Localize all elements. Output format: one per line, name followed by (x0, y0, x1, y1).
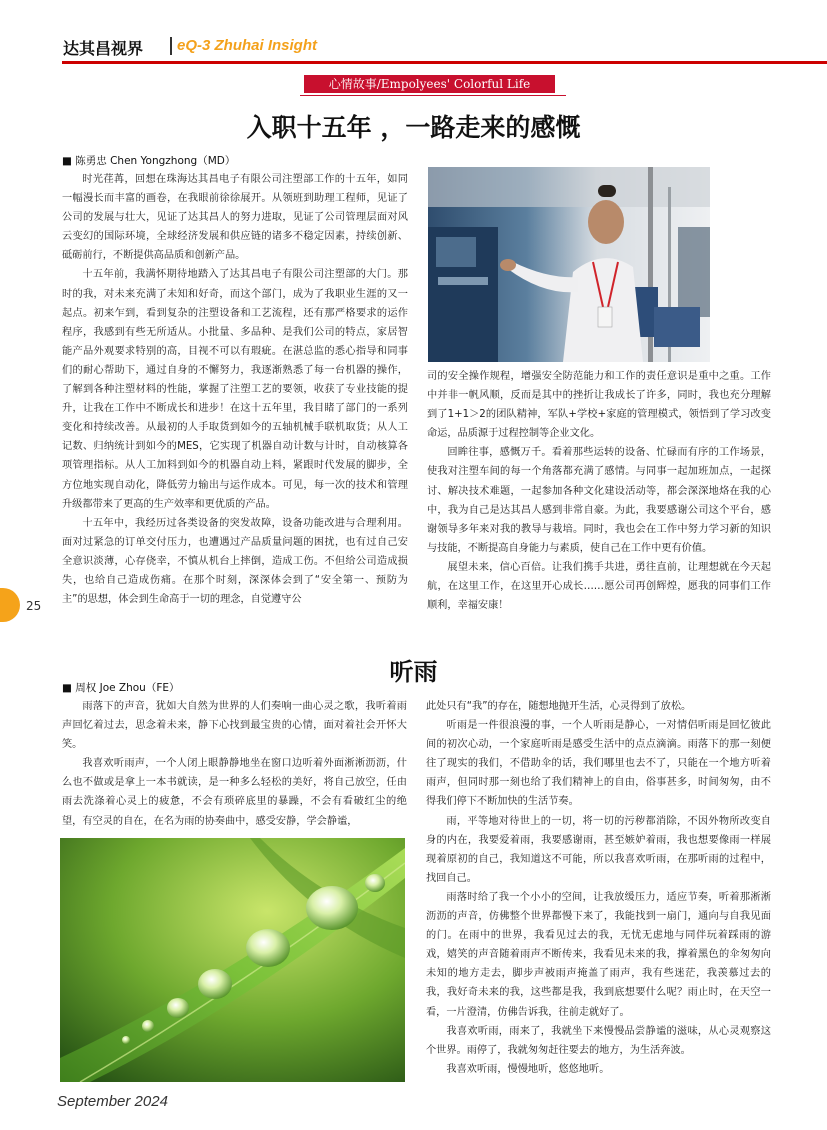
article2-right-column (426, 697, 771, 1089)
paragraph: 雨落下的声音，犹如大自然为世界的人们奏响一曲心灵之歌，我听着雨声回忆着过去，思念着未来，静下心找到最宝贵的心情，面对着社会开怀大笑。 (62, 701, 407, 751)
section-banner: 心情故事/Empolyees' Colorful Life (304, 75, 555, 93)
page-number: 25 (26, 599, 42, 613)
magazine-title-en: eQ-3 Zhuhai Insight (177, 37, 318, 54)
paragraph: 我喜欢听雨，雨来了，我就坐下来慢慢品尝静谧的滋味，从心灵观察这个世界。雨停了，我就匆匆赶往要去的地方，为生活奔波。 (426, 1025, 771, 1056)
paragraph: 十五年中，我经历过各类设备的突发故障，设备功能改进与合理利用。面对过紧急的订单交付压力，也遭遇过产品质量问题的困扰，也有过自己安全意识淡薄，心存侥幸，不慎从机台上摔倒，造成工伤。不但给公司造成损失，也给自己造成伤痛。在那个时刻，深深体会到了“安全第一、预防为主”的思想，体会到生命高于一切的理念，自觉遵守公 (62, 517, 408, 606)
paragraph: 展望未来，信心百倍。让我们携手共进，勇往直前，让理想就在今天起航，在这里工作，在这里开心成长……愿公司再创辉煌，愿我的同事们工作顺利，幸福安康！ (427, 561, 771, 612)
header-rule (62, 61, 827, 64)
paragraph: 时光荏苒，回想在珠海达其昌电子有限公司注塑部工作的十五年，如同一幅漫长而丰富的画卷，在我眼前徐徐展开。从领班到助理工程师，见证了公司的发展与壮大，见证了达其昌人的努力进取，见证了公司管理层面对风云变幻的国际环境，全球经济发展和供应链的诸多不稳定因素，持续创新、砥砺前行，不断提供高品质和创新产品。 (62, 174, 408, 262)
paragraph: 十五年前，我满怀期待地踏入了达其昌电子有限公司注塑部的大门。那时的我，对未来充满了未知和好奇，而这个部门，成为了我职业生涯的又一起点。初来乍到，看到复杂的注塑设备和工艺流程，还有那严格要求的运作程序，我感到有些无所适从。小批量、多品种、是我们公司的特点，家居智能产品外观要求特别的高，目视不可以有瑕疵。在湛总监的悉心指导和同事们的耐心帮助下，通过自身的不懈努力，我逐渐熟悉了每一台机器的操作，了解到各种注塑材料的性能，掌握了注塑工艺的要领，收获了专业技能的提升，让我在工作中不断成长和进步！在这十五年里，我目睹了部门的一系列变化和持续改善。从最初的人手取货到如今的五轴机械手联机取货；从人工记数、归纳统计到如今的MES，它实现了机器自动计数与计时，自动核算各项管理指标。从人工加料到如今的机器自动上料，紧跟时代发展的脚步，全方位地实现自动化，降低劳力输出与运作成本。可见，每一次的技术和管理升级都带来了更高的生产效率和更优质的产品。 (62, 269, 408, 510)
engineer-photo (428, 167, 710, 362)
header-separator (170, 37, 172, 55)
article2-author: ■ 周权 Joe Zhou（FE） (62, 682, 180, 694)
paragraph: 此处只有“我”的存在，随想地抛开生活，心灵得到了放松。 (426, 701, 692, 712)
footer-date: September 2024 (57, 1093, 168, 1110)
section-rule (300, 95, 566, 96)
article2-title: 听雨 (389, 657, 438, 686)
article1-author: ■ 陈勇忠 Chen Yongzhong（MD） (62, 155, 236, 167)
page-tab (0, 588, 20, 622)
paragraph: 雨落时给了我一个小小的空间，让我放缓压力，适应节奏，听着那淅淅沥沥的声音，仿佛整个世界都慢下来了，我能找到一扇门，通向与自我见面的门。在雨中的世界，我看见过去的我，无忧无虑地与同伴玩着踩雨的游戏，嬉笑的声音随着雨声不断传来，我看见未来的我，撑着黑色的伞匆匆向未知的地方走去，脚步声被雨声掩盖了雨声，我有些迷茫，我羡慕过去的我，我好奇未来的我，这些都是我，我到底想要什么呢？雨止时，在天空一看，一片澄清，仿佛告诉我，往前走就好了。 (426, 891, 771, 1018)
paragraph: 我喜欢听雨声，一个人闭上眼静静地坐在窗口边听着外面淅淅沥沥，什么也不做或是拿上一本书就读，是一种多么轻松的美好，将自己放空，任由雨去洗涤着心灵上的疲惫，不会有琐碎底里的暴躁，不会有看破红尘的绝望，有空灵的自在，在名为雨的协奏曲中，感受安静，学会静谧， (62, 758, 407, 827)
article1-title: 入职十五年 ，一路走来的感慨 (246, 113, 581, 142)
magazine-title-cn: 达其昌视界 (63, 39, 144, 58)
raindrop-leaf-photo (60, 838, 405, 1082)
paragraph: 听雨是一件很浪漫的事，一个人听雨是静心，一对情侣听雨是回忆彼此间的初次心动，一个家庭听雨是感受生活中的点点滴滴。雨落下的那一刻便往了现实的我们，不借助伞的话，我们哪里也去不了，只能在一个地方听着雨声，但同时那一刻也给了我们精神上的自由，俗事甚多，时间匆匆，由不得我们停下不断加快的生活节奏。 (426, 720, 771, 808)
paragraph: 我喜欢听雨，慢慢地听，悠悠地听。 (446, 1063, 610, 1075)
paragraph: 回眸往事，感慨万千。看着那些运转的设备、忙碌而有序的工作场景，使我对注塑车间的每一个角落都充满了感情。与同事一起加班加点，一起探讨、解决技术难题，一起参加各种文化建设活动等，都会深深地烙在我的心中，我为自己是达其昌人感到非常自豪。为此，我要感谢公司这个平台，感谢领导多年来对我的教导与栽培。同时，我也会在工作中努力学习新的知识与技能，不断提高自身能力与素质，使自己在工作中更有价值。 (427, 447, 771, 554)
paragraph: 雨，平等地对待世上的一切，将一切的污秽都消除，不因外物所改变自身的内在，我要爱着雨，我要感谢雨，甚至嫉妒着雨，我也想要像雨一样展现着原初的自己，我知道这不可能，所以我喜欢听雨，在那听雨的过程中，找回自己。 (426, 815, 771, 884)
paragraph: 司的安全操作规程，增强安全防范能力和工作的责任意识是重中之重。工作中并非一帆风顺，反而是其中的挫折让我成长了许多，同时，我也充分理解到了1+1＞2的团队精神，军队+学校+家庭的管理模式，领悟到了学习改变命运，品质源于过程控制等企业文化。 (427, 371, 771, 440)
article1-right-column (427, 367, 771, 647)
article1-left-column (62, 170, 408, 642)
article2-left-column (62, 697, 407, 833)
